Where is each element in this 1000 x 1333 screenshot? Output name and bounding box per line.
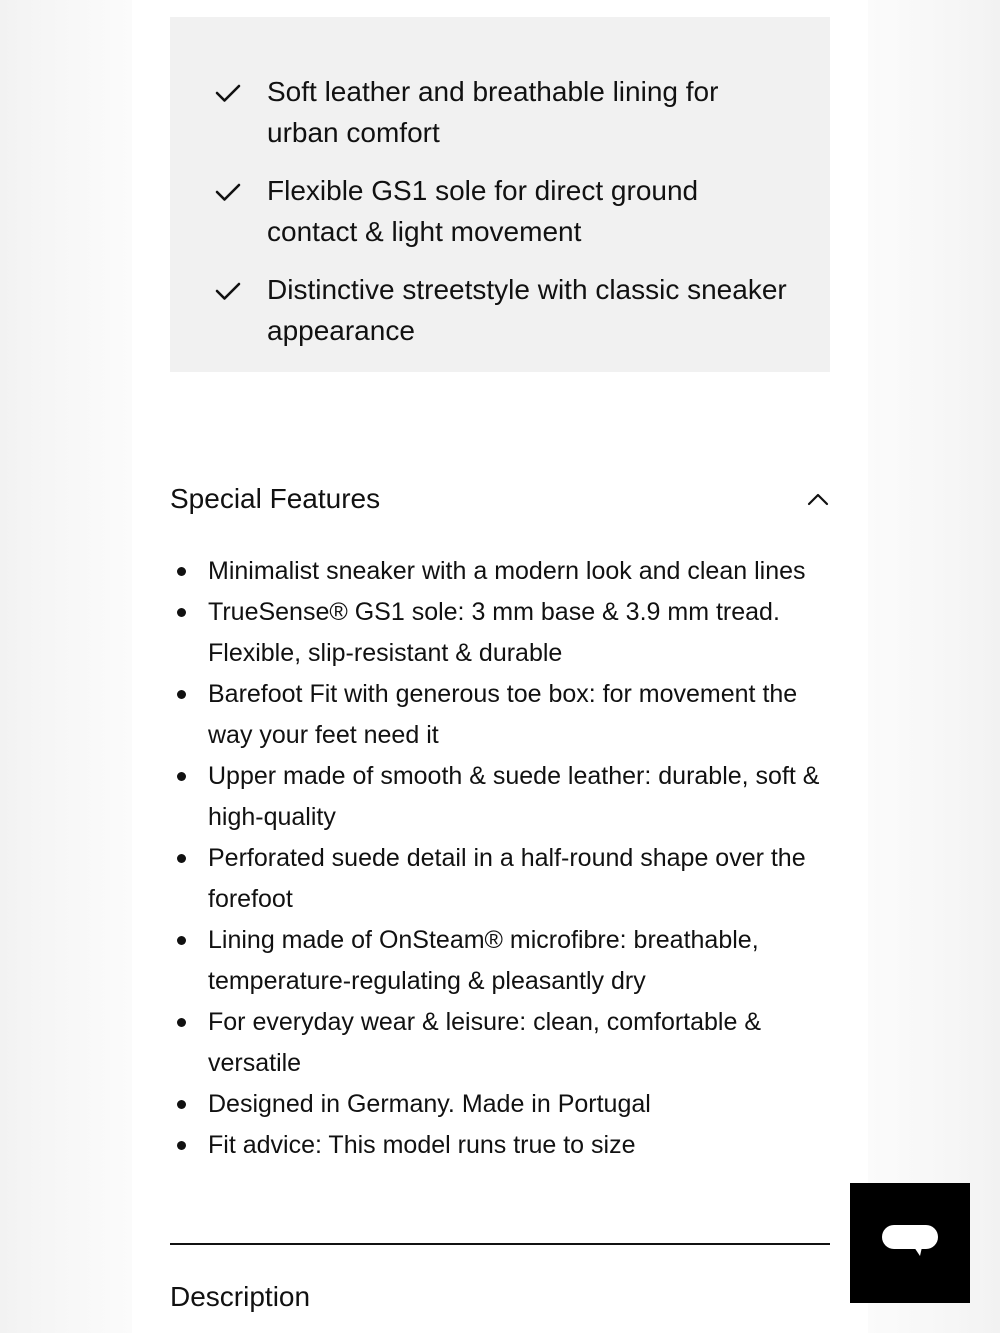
list-item	[170, 674, 830, 756]
bullet	[177, 567, 186, 576]
bullet	[177, 772, 186, 781]
list-item	[170, 838, 830, 920]
highlights-box	[170, 17, 830, 372]
bullet	[177, 690, 186, 699]
highlight-text: Distinctive streetstyle with classic sneaker appearance	[267, 274, 787, 346]
feature-text: Minimalist sneaker with a modern look and clean lines	[208, 557, 806, 585]
feature-text: Perforated suede detail in a half-round shape over the forefoot	[208, 844, 806, 913]
feature-text: TrueSense® GS1 sole: 3 mm base & 3.9 mm tread. Flexible, slip-resistant & durable	[208, 598, 780, 667]
chat-button[interactable]	[850, 1183, 970, 1303]
check-icon	[213, 276, 243, 306]
feature-text: Lining made of OnSteam® microfibre: breathable, temperature-regulating & pleasantly dry	[208, 926, 759, 995]
feature-text: Barefoot Fit with generous toe box: for movement the way your feet need it	[208, 680, 798, 749]
list-item	[170, 1125, 830, 1166]
check-icon	[213, 177, 243, 207]
check-icon	[213, 78, 243, 108]
description-title: Description	[170, 1281, 311, 1312]
section-divider	[170, 1243, 830, 1245]
bullet	[177, 936, 186, 945]
chat-bubble-icon	[880, 1223, 940, 1259]
chevron-up-icon[interactable]	[806, 487, 830, 511]
bullet	[177, 1100, 186, 1109]
list-item	[170, 551, 830, 592]
highlight-text: Flexible GS1 sole for direct ground contact & light movement	[267, 175, 699, 247]
special-features-list	[170, 551, 830, 1166]
special-features-toggle[interactable]	[170, 475, 830, 523]
feature-text: For everyday wear & leisure: clean, comfortable & versatile	[208, 1008, 762, 1077]
bullet	[177, 854, 186, 863]
list-item	[170, 1084, 830, 1125]
feature-text: Upper made of smooth & suede leather: durable, soft & high-quality	[208, 762, 820, 831]
feature-text: Designed in Germany. Made in Portugal	[208, 1090, 651, 1118]
feature-text: Fit advice: This model runs true to size	[208, 1131, 636, 1159]
bullet	[177, 1141, 186, 1150]
bullet	[177, 1018, 186, 1027]
list-item	[170, 1002, 830, 1084]
list-item	[170, 592, 830, 674]
special-features-title: Special Features	[170, 483, 381, 514]
description-toggle[interactable]	[170, 1274, 730, 1322]
highlight-text: Soft leather and breathable lining for urban comfort	[267, 76, 719, 148]
product-details-page	[132, 0, 868, 1333]
bullet	[177, 608, 186, 617]
list-item	[170, 756, 830, 838]
list-item	[170, 920, 830, 1002]
